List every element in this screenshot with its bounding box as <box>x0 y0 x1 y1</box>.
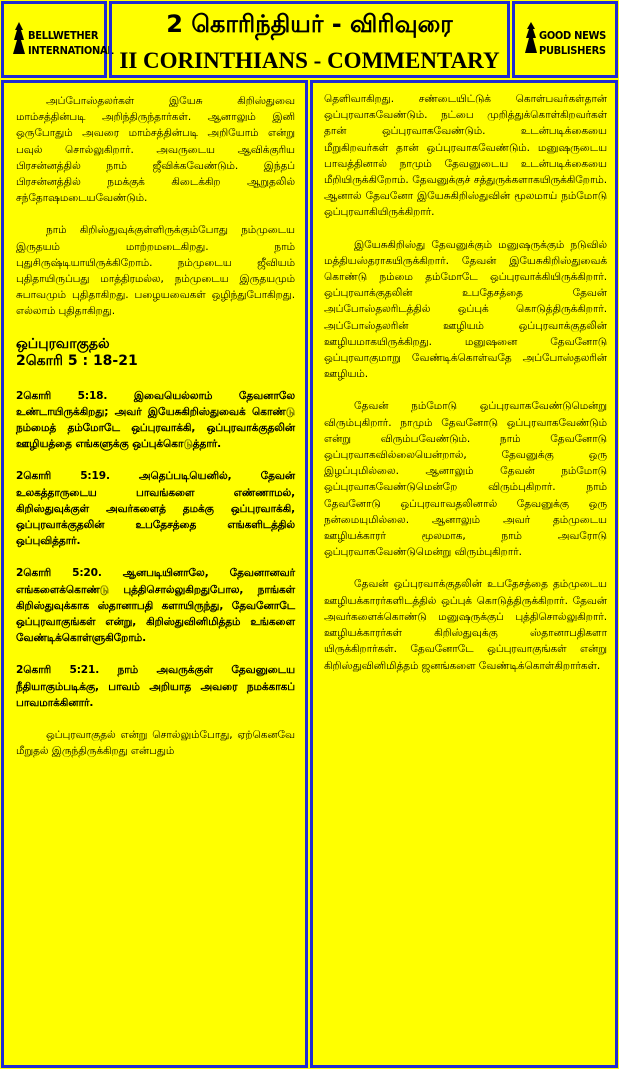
right-paragraph-1: தெளிவாகிறது. சண்டையிட்டுக் கொள்பவர்கள்தான் ஒப்புரவாகவேண்டும். நட்பை முறித்துக்கொள்கிறவர்கள் தான் ஒப்புரவாகவேண்டும். உடன்படிக்கையை மீறுகிறவர்கள் தான் ஒப்புரவாகவேண்டும். மனுஷருடைய பாவத்தினால் நாமும் தேவனுடைய உடன்படிக்கையை மீறியிருக்கிறோம். தேவனுக்குச் சத்துருக்களாகயிருக்கிறோம். ஆனால் தேவனோ இயேசுகிறிஸ்துவின் மூலமாய் நம்மோடு ஒப்புரவாகியிருக்கிறார். <box>324 93 607 219</box>
title-box <box>109 1 510 78</box>
left-column <box>1 80 308 1068</box>
verse-5-20: 2கொரி 5:20. ஆனபடியினாலே, தேவனானவர் எங்களைக்கொண்டு புத்திசொல்லுகிறதுபோல, நாங்கள் கிறிஸ்துவுக்காக ஸ்தானாபதி களாயிருந்து, தேவனோடே ஒப்புரவாகுங்கள் என்று, கிறிஸ்துவினிமித்தம் உங்களை வேண்டிக்கொள்ளுகிறோம். <box>16 567 295 645</box>
right-paragraph-4: தேவன் ஒப்புரவாக்குதலின் உபதேசத்தை தம்முடைய ஊழியக்காரர்களிடத்தில் ஒப்புக் கொடுத்திருக்கிறார். தேவன் அவர்களைக்கொண்டு மனுஷருக்குப் புத்திசொல்லுகிறார். ஊழியக்காரர்கள் கிறிஸ்துவுக்கு ஸ்தானாபதிகளா யிருக்கிறார்கள். தேவனோடே ஒப்புரவாகுங்கள் என்று கிறிஸ்துவினிமித்தம் ஜனங்களை வேண்டிக்கொள்கிறார்கள். <box>324 578 607 672</box>
page-title-tamil: 2 கொரிந்தியர் - விரிவுரை <box>166 10 453 38</box>
bellwether-logo <box>10 18 114 66</box>
section-heading-title: ஒப்புரவாகுதல் <box>16 335 110 352</box>
right-logo-line2: PUBLISHERS <box>539 44 606 57</box>
right-paragraph-3: தேவன் நம்மோடு ஒப்புரவாகவேண்டுமென்று விரும்புகிறார். நாமும் தேவனோடு ஒப்புரவாகவேண்டும் என்று விரும்பவேண்டும். நாம் தேவனோடு ஒப்புரவாகவில்லையென்றால், தேவனுக்கு ஒரு இழப்புமில்லை. ஆனாலும் தேவன் நம்மோடு ஒப்புரவாகவேண்டுமென்றே விரும்புகிறார். நாம் தேவனோடு ஒப்புரவாவதலினால் தேவனுக்கு ஒரு நன்மையுமில்லை. ஆனாலும் அவர் தம்முடைய ஊழியக்காரர் மூலமாக, நாம் அவரோடு ஒப்புரவாகவேண்டுமென்று விரும்புகிறார். <box>324 400 607 559</box>
left-paragraph-3: ஒப்புரவாகுதல் என்று சொல்லும்போது, ஏற்கெனவே மீறுதல் இருந்திருக்கிறது என்பதும் <box>16 729 295 758</box>
verse-5-21: 2கொரி 5:21. நாம் அவருக்குள் தேவனுடைய நீதியாகும்படிக்கு, பாவம் அறியாத அவரை நமக்காகப் பாவமாக்கினார். <box>16 664 295 709</box>
left-logo-box <box>1 1 114 78</box>
right-logo-box <box>512 1 618 78</box>
good-news-emblem-icon <box>523 20 539 56</box>
right-column <box>310 80 618 1068</box>
bellwether-emblem-icon <box>12 20 26 56</box>
right-paragraph-2: இயேசுகிறிஸ்து தேவனுக்கும் மனுஷருக்கும் நடுவில் மத்தியஸ்தராகயிருக்கிறார். தேவன் இயேசுகிறிஸ்துவைக் கொண்டு நம்மை தம்மோடே ஒப்புரவாக்கியிருக்கிறார். ஒப்புரவாக்குதலின் உபதேசத்தை தேவன் அப்போஸ்தலரிடத்தில் ஒப்புக் கொடுத்திருக்கிறார். அப்போஸ்தலரின் ஊழியம் ஒப்புரவாக்குதலின் ஊழியமாகயிருக்கிறது. மனுஷனை தேவனோடு ஒப்புரவாகுமாறு வேண்டிக்கொள்வதே அப்போஸ்தலரின் ஊழியம். <box>324 238 607 381</box>
left-paragraph-2: நாம் கிறிஸ்துவுக்குள்ளிருக்கும்போது நம்முடைய இருதயம் மாற்றமடைகிறது. நாம் புதுசிருஷ்டியாயிருக்கிறோம். நம்முடைய ஜீவியம் புதிதாயிருப்பது மாத்திரமல்ல, நம்முடைய இருதயமும் சுபாவமும் புதிதாகிறது. பழையவைகள் ஒழிந்துபோகிறது. எல்லாம் புதிதாகிறது. <box>16 224 295 318</box>
left-logo-line1: BELLWETHER <box>28 29 99 42</box>
left-logo-line2: INTERNATIONAL <box>28 44 114 57</box>
page-title-english: II CORINTHIANS - COMMENTARY <box>119 48 500 73</box>
good-news-logo <box>521 18 613 66</box>
section-heading-reference: 2கொரி 5 : 18-21 <box>16 352 138 369</box>
left-paragraph-1: அப்போஸ்தலர்கள் இயேசு கிறிஸ்துவை மாம்சத்தின்படி அறிந்திருந்தார்கள். ஆனாலும் இனி ஒருபோதும் அவரை மாம்சத்தின்படி அறியோம் என்று பவுல் சொல்லுகிறார். அவருடைய ஆவிக்குரிய பிரசன்னத்தில் நாம் ஜீவிக்கவேண்டும். இந்தப் பிரசன்னத்தில் நமக்குக் கிடைக்கிற ஆறுதலில் சந்தோஷமடையவேண்டும். <box>16 95 295 205</box>
section-heading <box>16 336 295 370</box>
right-logo-line1: GOOD NEWS <box>539 29 606 42</box>
verse-5-18: 2கொரி 5:18. இவையெல்லாம் தேவனாலே உண்டாயிருக்கிறது; அவர் இயேசுகிறிஸ்துவைக் கொண்டு நம்மைத் தம்மோடே ஒப்புரவாக்கி, ஒப்புரவாக்குதலின் ஊழியத்தை எங்களுக்கு ஒப்புக்கொடுத்தார். <box>16 389 295 451</box>
verse-5-19: 2கொரி 5:19. அதெப்படியெனில், தேவன் உலகத்தாருடைய பாவங்களை எண்ணாமல், கிறிஸ்துவுக்குள் அவர்களைத் தமக்கு ஒப்புரவாக்கி, ஒப்புரவாக்குதலின் உபதேசத்தை எங்களிடத்தில் ஒப்புவித்தார். <box>16 470 295 548</box>
